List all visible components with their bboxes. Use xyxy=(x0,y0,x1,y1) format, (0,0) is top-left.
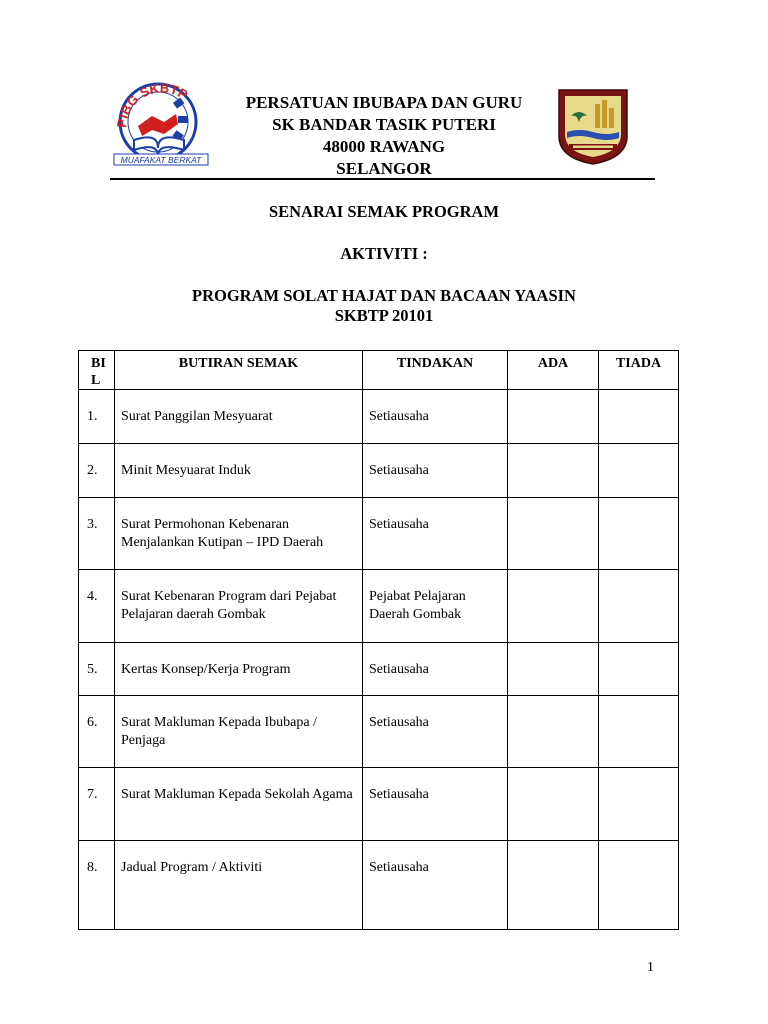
header-divider xyxy=(110,178,655,180)
col-header-tindakan: TINDAKAN xyxy=(363,351,508,390)
table-row xyxy=(79,390,679,444)
tiada-checkbox-cell[interactable] xyxy=(599,390,679,444)
table-header-row xyxy=(79,351,679,390)
row-number: 1. xyxy=(79,390,115,444)
ada-checkbox-cell[interactable] xyxy=(508,498,599,570)
row-item: Minit Mesyuarat Induk xyxy=(115,444,363,498)
col-header-tiada: TIADA xyxy=(599,351,679,390)
org-line-2: SK BANDAR TASIK PUTERI xyxy=(272,115,496,134)
tiada-checkbox-cell[interactable] xyxy=(599,841,679,930)
activity-label: AKTIVITI : xyxy=(340,244,428,263)
ada-checkbox-cell[interactable] xyxy=(508,390,599,444)
row-number: 2. xyxy=(79,444,115,498)
ada-checkbox-cell[interactable] xyxy=(508,444,599,498)
row-item: Surat Makluman Kepada Ibubapa / Penjaga xyxy=(115,696,363,768)
row-number: 4. xyxy=(79,570,115,643)
checklist-table xyxy=(78,350,679,930)
row-action: Pejabat Pelajaran Daerah Gombak xyxy=(363,570,508,643)
col-header-bil: BI L xyxy=(79,351,115,390)
logo-left-motto: MUAFAKAT BERKAT xyxy=(120,155,202,165)
checklist-title: SENARAI SEMAK PROGRAM xyxy=(268,202,500,221)
ada-checkbox-cell[interactable] xyxy=(508,643,599,696)
org-line-4: SELANGOR xyxy=(336,159,432,178)
org-line-1: PERSATUAN IBUBAPA DAN GURU xyxy=(245,93,523,112)
program-code: SKBTP 20101 xyxy=(334,306,434,325)
row-item: Kertas Konsep/Kerja Program xyxy=(115,643,363,696)
tiada-checkbox-cell[interactable] xyxy=(599,696,679,768)
row-action: Setiausaha xyxy=(363,841,508,930)
row-action: Setiausaha xyxy=(363,390,508,444)
program-title: PROGRAM SOLAT HAJAT DAN BACAAN YAASIN xyxy=(192,286,576,305)
row-action: Setiausaha xyxy=(363,444,508,498)
row-number: 6. xyxy=(79,696,115,768)
row-item: Surat Permohonan Kebenaran Menjalankan Kutipan – IPD Daerah xyxy=(115,498,363,570)
organisation-header xyxy=(200,92,568,180)
table-row xyxy=(79,570,679,643)
ada-checkbox-cell[interactable] xyxy=(508,768,599,841)
row-action: Setiausaha xyxy=(363,768,508,841)
school-crest-logo xyxy=(555,86,631,166)
row-action: Setiausaha xyxy=(363,696,508,768)
row-item: Surat Makluman Kepada Sekolah Agama xyxy=(115,768,363,841)
table-row xyxy=(79,768,679,841)
logo-left-text: PIBG SKBTP xyxy=(113,80,191,129)
row-item: Jadual Program / Aktiviti xyxy=(115,841,363,930)
ada-checkbox-cell[interactable] xyxy=(508,841,599,930)
row-item: Surat Panggilan Mesyuarat xyxy=(115,390,363,444)
row-number: 3. xyxy=(79,498,115,570)
table-row xyxy=(79,696,679,768)
tiada-checkbox-cell[interactable] xyxy=(599,768,679,841)
row-number: 5. xyxy=(79,643,115,696)
table-row xyxy=(79,643,679,696)
org-line-3: 48000 RAWANG xyxy=(322,137,446,156)
col-header-ada: ADA xyxy=(508,351,599,390)
row-number: 8. xyxy=(79,841,115,930)
row-action: Setiausaha xyxy=(363,498,508,570)
tiada-checkbox-cell[interactable] xyxy=(599,570,679,643)
ada-checkbox-cell[interactable] xyxy=(508,696,599,768)
ada-checkbox-cell[interactable] xyxy=(508,570,599,643)
tiada-checkbox-cell[interactable] xyxy=(599,498,679,570)
col-header-butiran: BUTIRAN SEMAK xyxy=(115,351,363,390)
row-action: Setiausaha xyxy=(363,643,508,696)
table-row xyxy=(79,498,679,570)
table-row xyxy=(79,841,679,930)
tiada-checkbox-cell[interactable] xyxy=(599,444,679,498)
row-item: Surat Kebenaran Program dari Pejabat Pelajaran daerah Gombak xyxy=(115,570,363,643)
table-row xyxy=(79,444,679,498)
pibg-logo xyxy=(112,78,210,166)
page-number: 1 xyxy=(647,960,654,975)
row-number: 7. xyxy=(79,768,115,841)
tiada-checkbox-cell[interactable] xyxy=(599,643,679,696)
